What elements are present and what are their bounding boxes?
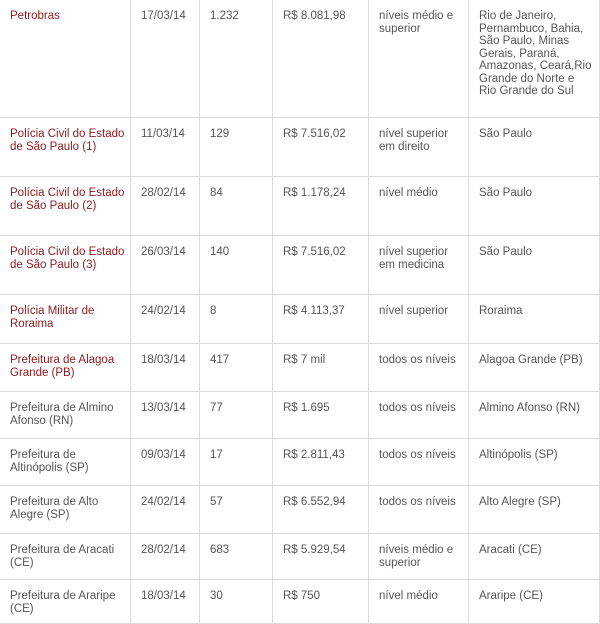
location: Alto Alegre (SP) [479,496,561,508]
publish-date: 11/03/14 [141,128,185,140]
table-row [0,534,600,580]
table-row [0,118,600,177]
vacancies: 683 [210,544,230,556]
org-name: Prefeitura de Almino Afonso (RN) [10,402,114,427]
publish-date: 18/03/14 [141,590,186,602]
org-name: Prefeitura de Aracati (CE) [10,544,115,569]
table-row [0,486,600,534]
table-row [0,295,600,344]
org-name[interactable]: Polícia Civil do Estado de São Paulo (2) [10,187,125,212]
vacancies: 17 [210,449,223,461]
salary: R$ 6.552,94 [283,496,346,508]
publish-date: 13/03/14 [141,402,186,414]
education-level: todos os níveis [379,496,456,508]
location: São Paulo [479,187,533,199]
salary: R$ 7.516,02 [283,128,346,140]
location: Roraima [479,305,523,317]
salary: R$ 5.929,54 [283,544,346,556]
publish-date: 24/02/14 [141,305,186,317]
table-row [0,580,600,624]
table-row [0,0,600,118]
org-name[interactable]: Polícia Civil do Estado de São Paulo (1) [10,128,125,153]
publish-date: 18/03/14 [141,354,186,366]
salary: R$ 8.081,98 [283,10,346,22]
education-level: nível superior em direito [379,128,449,153]
location: Almino Afonso (RN) [479,402,580,414]
vacancies: 57 [210,496,223,508]
salary: R$ 2.811,43 [283,449,345,461]
org-name[interactable]: Polícia Militar de Roraima [10,305,95,330]
vacancies: 84 [210,187,223,199]
education-level: nível médio [379,187,438,199]
vacancies: 129 [210,128,230,140]
salary: R$ 7.516,02 [283,246,346,258]
publish-date: 24/02/14 [141,496,186,508]
table-row [0,392,600,439]
table-row [0,344,600,392]
education-level: todos os níveis [379,402,456,414]
education-level: todos os níveis [379,354,456,366]
org-name: Prefeitura de Alto Alegre (SP) [10,496,99,521]
education-level: níveis médio e superior [379,10,454,35]
table-row [0,177,600,236]
vacancies: 8 [210,305,217,317]
location: Rio de Janeiro, Pernambuco, Bahia, São Paulo, Minas Gerais, Paraná, Amazonas, Ceará,Rio Grande do Norte e Rio Grande do Sul [479,10,592,97]
org-name[interactable]: Prefeitura de Alagoa Grande (PB) [10,354,115,379]
location: Aracati (CE) [479,544,542,556]
salary: R$ 7 mil [283,354,326,366]
publish-date: 09/03/14 [141,449,186,461]
publish-date: 28/02/14 [141,187,186,199]
vacancies: 1.232 [210,10,239,22]
location: Alagoa Grande (PB) [479,354,583,366]
education-level: níveis médio e superior [379,544,454,569]
location: Altinópolis (SP) [479,449,558,461]
table-row [0,236,600,295]
location: São Paulo [479,246,533,258]
org-name[interactable]: Petrobras [10,10,60,22]
vacancies: 140 [210,246,230,258]
education-level: nível médio [379,590,438,602]
vacancies: 77 [210,402,223,414]
education-level: nível superior em medicina [379,246,449,271]
location: Araripe (CE) [479,590,543,602]
org-name[interactable]: Polícia Civil do Estado de São Paulo (3) [10,246,125,271]
salary: R$ 4.113,37 [283,305,345,317]
education-level: nível superior [379,305,449,317]
org-name: Prefeitura de Araripe (CE) [10,590,116,615]
salary: R$ 1.178,24 [283,187,346,199]
salary: R$ 1.695 [283,402,330,414]
salary: R$ 750 [283,590,321,602]
publish-date: 17/03/14 [141,10,186,22]
location: São Paulo [479,128,533,140]
vacancies: 417 [210,354,230,366]
publish-date: 28/02/14 [141,544,186,556]
education-level: todos os níveis [379,449,456,461]
publish-date: 26/03/14 [141,246,186,258]
org-name: Prefeitura de Altinópolis (SP) [10,449,89,474]
vacancies: 30 [210,590,223,602]
table-row [0,439,600,486]
